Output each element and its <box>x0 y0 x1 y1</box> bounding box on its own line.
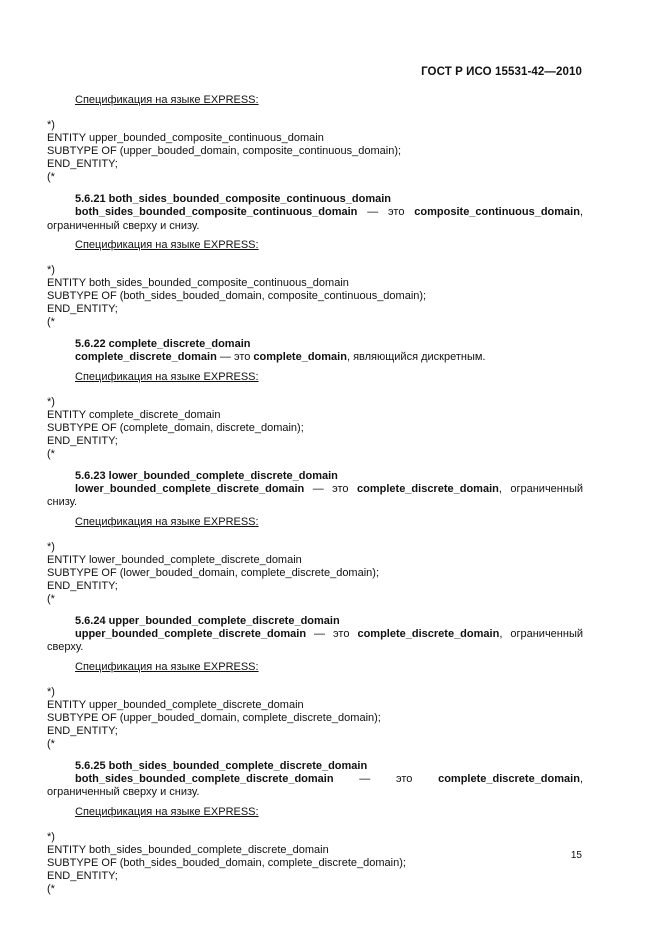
section-definition: both_sides_bounded_complete_discrete_domain — это complete_discrete_domain, ограниченный сверху и снизу. <box>47 772 583 798</box>
express-code-block <box>47 119 583 184</box>
section-definition: upper_bounded_complete_discrete_domain — это complete_discrete_domain, ограниченный сверху. <box>47 627 583 653</box>
supertype-ref: complete_discrete_domain <box>357 627 500 640</box>
code-line: SUBTYPE OF (upper_bouded_domain, complete_discrete_domain); <box>47 711 381 724</box>
section-title: 5.6.24 upper_bounded_complete_discrete_domain <box>75 614 340 627</box>
express-code-block <box>47 264 583 329</box>
express-spec-label: Спецификация на языке EXPRESS: <box>75 94 259 106</box>
code-line: *) <box>47 685 55 698</box>
page-number: 15 <box>570 850 582 861</box>
code-line: ENTITY upper_bounded_composite_continuous_domain <box>47 132 324 144</box>
defined-term: complete_discrete_domain <box>75 351 217 363</box>
code-line: SUBTYPE OF (both_sides_bouded_domain, complete_discrete_domain); <box>47 856 406 869</box>
express-code-block <box>47 541 583 606</box>
supertype-ref: complete_domain <box>253 351 347 363</box>
code-line: ENTITY upper_bounded_complete_discrete_domain <box>47 698 304 711</box>
code-line: SUBTYPE OF (complete_domain, discrete_domain); <box>47 421 304 434</box>
code-line: (* <box>47 882 55 895</box>
code-line: SUBTYPE OF (both_sides_bouded_domain, composite_continuous_domain); <box>47 290 427 302</box>
section-title: 5.6.22 complete_discrete_domain <box>75 338 251 350</box>
code-line: (* <box>47 447 55 460</box>
code-line: SUBTYPE OF (upper_bouded_domain, composite_continuous_domain); <box>47 145 402 157</box>
code-line: (* <box>47 592 55 605</box>
section-title: 5.6.21 both_sides_bounded_composite_continuous_domain <box>75 193 392 205</box>
code-line: SUBTYPE OF (lower_bouded_domain, complete_discrete_domain); <box>47 566 379 579</box>
document-header: ГОСТ Р ИСО 15531-42—2010 <box>421 66 582 78</box>
page-content <box>47 94 583 896</box>
code-line: *) <box>47 395 55 408</box>
code-line: *) <box>47 540 55 553</box>
code-line: END_ENTITY; <box>47 869 118 882</box>
code-line: *) <box>47 830 55 843</box>
code-line: ENTITY complete_discrete_domain <box>47 408 221 421</box>
code-line: (* <box>47 171 55 183</box>
code-line: END_ENTITY; <box>47 303 118 315</box>
code-line: ENTITY both_sides_bounded_complete_discrete_domain <box>47 843 329 856</box>
express-code-block <box>47 831 583 896</box>
code-line: (* <box>47 316 55 328</box>
supertype-ref: complete_discrete_domain <box>438 772 580 785</box>
express-spec-label: Спецификация на языке EXPRESS: <box>75 515 259 528</box>
defined-term: upper_bounded_complete_discrete_domain <box>75 627 307 640</box>
supertype-ref: complete_discrete_domain <box>357 482 499 495</box>
section-title: 5.6.23 lower_bounded_complete_discrete_domain <box>75 469 338 482</box>
express-spec-label: Спецификация на языке EXPRESS: <box>75 239 259 251</box>
section-title: 5.6.25 both_sides_bounded_complete_discrete_domain <box>75 759 368 772</box>
code-line: END_ENTITY; <box>47 434 118 447</box>
express-spec-label: Спецификация на языке EXPRESS: <box>75 660 259 673</box>
code-line: END_ENTITY; <box>47 158 118 170</box>
code-line: END_ENTITY; <box>47 724 118 737</box>
express-code-block <box>47 686 583 751</box>
express-spec-label: Спецификация на языке EXPRESS: <box>75 370 259 383</box>
supertype-ref: composite_continuous_domain <box>414 206 580 218</box>
code-line: *) <box>47 119 55 131</box>
code-line: (* <box>47 737 55 750</box>
code-line: ENTITY lower_bounded_complete_discrete_domain <box>47 553 302 566</box>
code-line: END_ENTITY; <box>47 579 118 592</box>
section-definition: lower_bounded_complete_discrete_domain — это complete_discrete_domain, ограниченный снизу. <box>47 482 584 508</box>
section-definition: both_sides_bounded_composite_continuous_domain — это composite_continuous_domain, ограниченный сверху и снизу. <box>47 206 583 232</box>
section-definition: complete_discrete_domain — это complete_domain, являющийся дискретным. <box>75 351 486 363</box>
defined-term: both_sides_bounded_complete_discrete_domain <box>75 772 334 785</box>
code-line: *) <box>47 264 55 276</box>
defined-term: both_sides_bounded_composite_continuous_domain <box>75 206 358 218</box>
code-line: ENTITY both_sides_bounded_composite_continuous_domain <box>47 277 349 289</box>
express-spec-label: Спецификация на языке EXPRESS: <box>75 805 259 818</box>
express-code-block <box>47 396 583 461</box>
defined-term: lower_bounded_complete_discrete_domain <box>75 482 305 495</box>
